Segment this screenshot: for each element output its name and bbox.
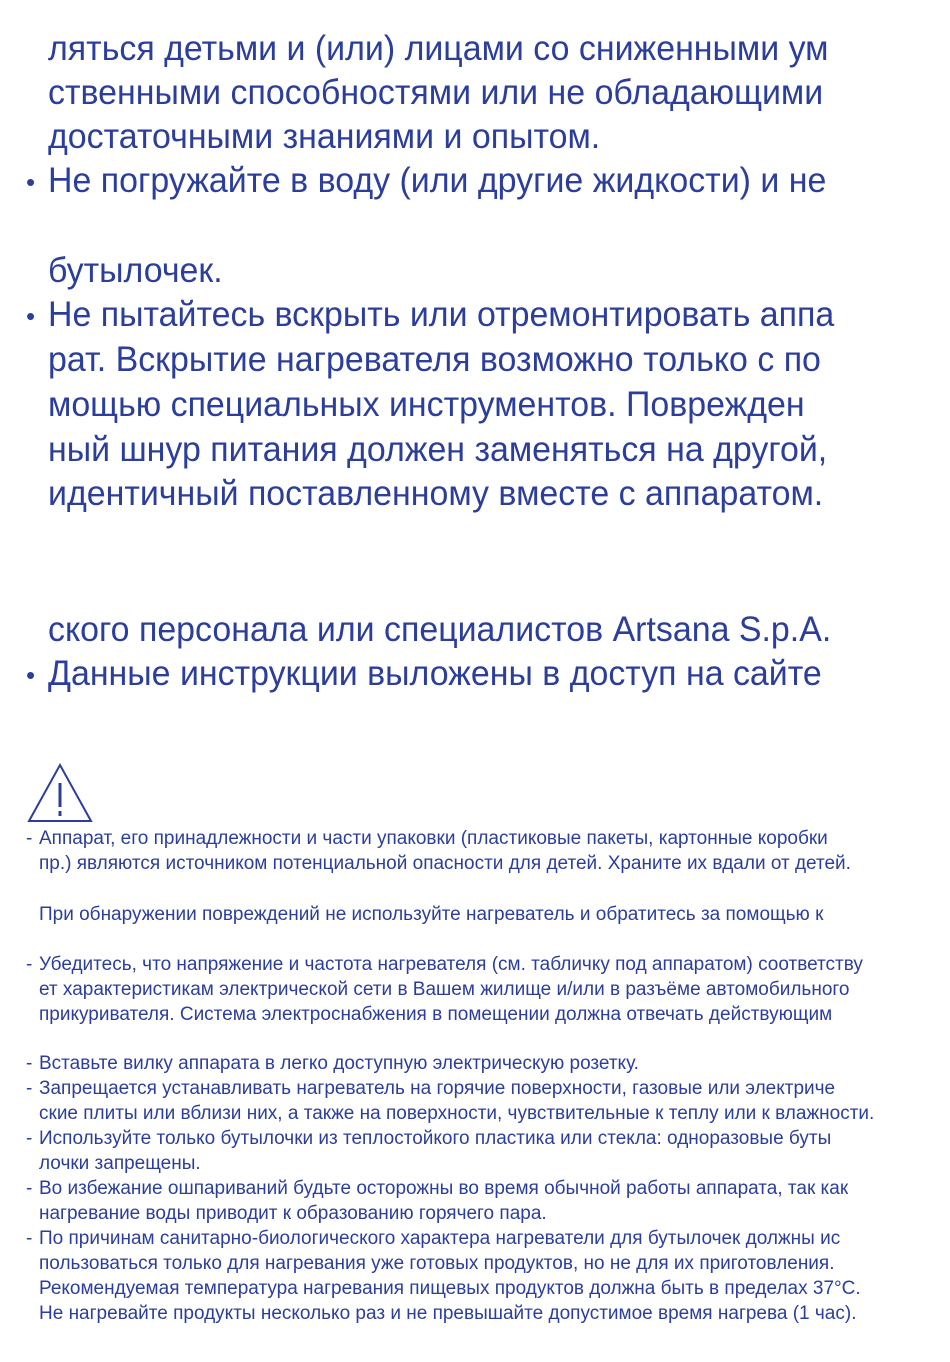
warning-triangle-icon <box>27 763 93 825</box>
text-line: ляться детьми и (или) лицами со сниженными ум <box>48 29 829 68</box>
text-line: рат. Вскрытие нагревателя возможно только с по <box>48 340 821 379</box>
text-line: достаточными знаниями и опытом. <box>48 117 601 156</box>
text-line: Данные инструкции выложены в доступ на сайте <box>48 654 822 693</box>
bullet: • <box>26 167 36 197</box>
dash-marker: - <box>26 1128 33 1149</box>
dash-marker: - <box>26 1053 33 1074</box>
warning-line: Рекомендуемая температура нагревания пищевых продуктов должна быть в пределах 37°C. <box>39 1278 861 1299</box>
warning-line: ет характеристикам электрической сети в Вашем жилище и/или в разъёме автомобильного <box>39 979 850 1000</box>
bullet: • <box>26 660 36 690</box>
warning-line: Аппарат, его принадлежности и части упаковки (пластиковые пакеты, картонные коробки <box>39 828 828 849</box>
dash-marker: - <box>26 954 33 975</box>
dash-marker: - <box>26 1078 33 1099</box>
text-line: Не пытайтесь вскрыть или отремонтировать аппа <box>48 295 835 334</box>
text-line: ского персонала или специалистов Artsana S.p.A. <box>48 610 832 649</box>
warning-line: пр.) являются источником потенциальной опасности для детей. Храните их вдали от детей. <box>39 853 851 874</box>
warning-line: Во избежание ошпариваний будьте осторожны во время обычной работы аппарата, так как <box>39 1178 849 1199</box>
warning-line: По причинам санитарно-биологического характера нагреватели для бутылочек должны ис <box>39 1228 841 1249</box>
warning-line: При обнаружении повреждений не используйте нагреватель и обратитесь за помощью к <box>39 904 824 925</box>
warning-line: Не нагревайте продукты несколько раз и не превышайте допустимое время нагрева (1 час). <box>39 1303 857 1324</box>
text-line: ный шнур питания должен заменяться на другой, <box>48 430 828 469</box>
warning-line: Убедитесь, что напряжение и частота нагревателя (см. табличку под аппаратом) соответству <box>39 954 863 975</box>
warning-line: Запрещается устанавливать нагреватель на горячие поверхности, газовые или электриче <box>39 1078 836 1099</box>
warning-line: пользоваться только для нагревания уже готовых продуктов, но не для их приготовления. <box>39 1253 835 1274</box>
warning-line: ские плиты или вблизи них, а также на поверхности, чувствительные к теплу или к влажности. <box>39 1103 875 1124</box>
text-line: ственными способностями или не обладающими <box>48 73 824 112</box>
warning-line: нагревание воды приводит к образованию горячего пара. <box>39 1203 547 1224</box>
bullet: • <box>26 301 36 331</box>
dash-marker: - <box>26 1228 33 1249</box>
dash-marker: - <box>26 828 33 849</box>
warning-line: прикуривателя. Система электроснабжения в помещении должна отвечать действующим <box>39 1004 833 1025</box>
warning-line: Используйте только бутылочки из теплостойкого пластика или стекла: одноразовые буты <box>39 1128 832 1149</box>
warning-line: лочки запрещены. <box>39 1153 201 1174</box>
text-line: мощью специальных инструментов. Поврежден <box>48 385 805 424</box>
warning-line: Вставьте вилку аппарата в легко доступную электрическую розетку. <box>39 1053 639 1074</box>
text-line: идентичный поставленному вместе с аппаратом. <box>48 474 824 513</box>
text-line: Не погружайте в воду (или другие жидкости) и не <box>48 161 827 200</box>
dash-marker: - <box>26 1178 33 1199</box>
text-line: бутылочек. <box>48 251 223 290</box>
